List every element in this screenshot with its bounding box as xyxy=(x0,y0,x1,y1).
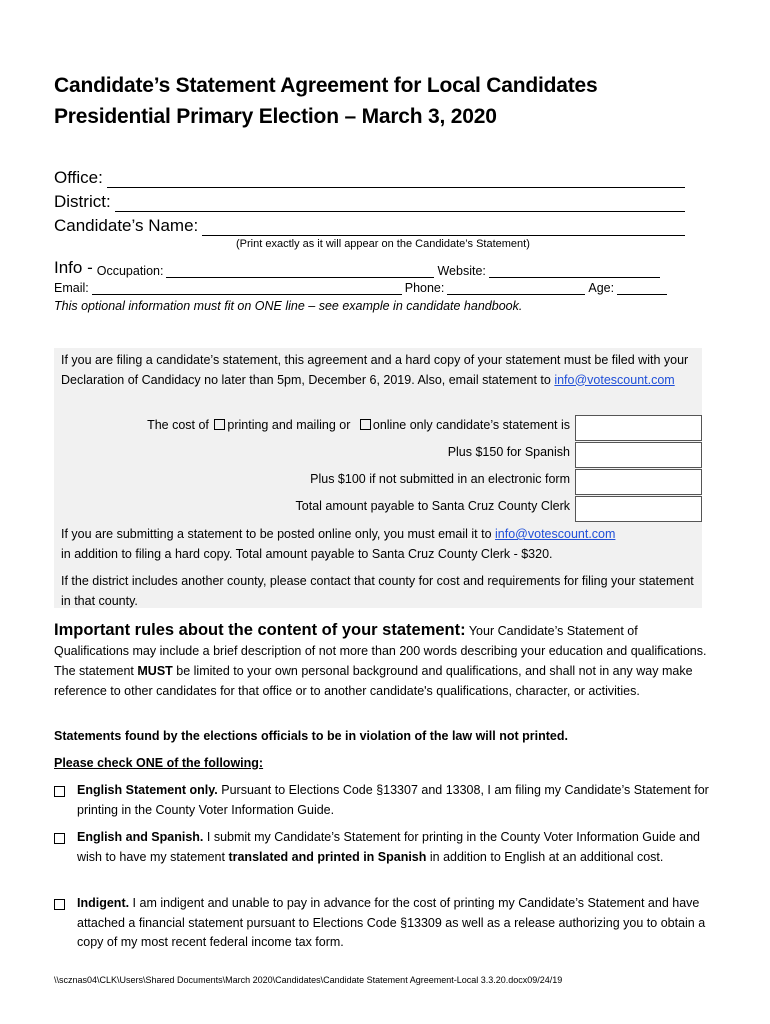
indigent-checkbox[interactable] xyxy=(54,899,65,910)
email-label: Email: xyxy=(54,281,89,295)
office-input-line[interactable] xyxy=(107,170,685,188)
candidate-name-hint: (Print exactly as it will appear on the Candidate’s Statement) xyxy=(236,238,530,250)
optional-note: This optional information must fit on ONE line – see example in candidate handbook. xyxy=(54,299,523,313)
rules-section xyxy=(54,620,714,701)
plus-spanish-label: Plus $150 for Spanish xyxy=(447,445,570,459)
age-input-line[interactable] xyxy=(617,282,667,295)
english-only-checkbox[interactable] xyxy=(54,786,65,797)
english-spanish-title: English and Spanish. xyxy=(77,830,204,844)
online-only-total: in addition to filing a hard copy. Total amount payable to Santa Cruz County Clerk - $320. xyxy=(61,546,553,561)
english-spanish-checkbox[interactable] xyxy=(54,833,65,844)
printing-mailing-checkbox[interactable] xyxy=(214,419,225,430)
english-only-title: English Statement only. xyxy=(77,783,218,797)
english-spanish-text: I submit my Candidate’s Statement for printing in the County Voter Information Guide and wish to have my statement xyxy=(77,830,700,864)
rules-body-2: be limited to your own personal background and qualifications, and shall not in any way make reference to other candidates for that office or to another candidate's qualifications, character, or activities. xyxy=(54,664,693,698)
contact-row xyxy=(54,281,670,295)
phone-input-line[interactable] xyxy=(447,282,585,295)
candidate-name-input-line[interactable] xyxy=(202,218,685,236)
electronic-amount-cell[interactable] xyxy=(575,469,702,495)
email-input-line[interactable] xyxy=(92,282,402,295)
spanish-amount-cell[interactable] xyxy=(575,442,702,468)
english-only-text: Pursuant to Elections Code §13307 and 13308, I am filing my Candidate’s Statement for printing in the County Voter Information Guide. xyxy=(77,783,709,817)
cost-prefix: The cost of xyxy=(147,418,209,432)
candidate-name-label: Candidate’s Name: xyxy=(54,216,199,235)
english-spanish-text-end: in addition to English at an additional cost. xyxy=(426,849,664,864)
website-label: Website: xyxy=(437,264,486,278)
title-line-1: Candidate’s Statement Agreement for Local Candidates xyxy=(54,74,598,97)
indigent-title: Indigent. xyxy=(77,896,130,910)
rules-must: MUST xyxy=(137,664,173,678)
candidate-name-field[interactable] xyxy=(54,216,685,236)
cost-amount-cell[interactable] xyxy=(575,415,702,441)
district-input-line[interactable] xyxy=(115,194,685,212)
occupation-input-line[interactable] xyxy=(166,265,434,278)
district-label: District: xyxy=(54,192,111,211)
option-indigent xyxy=(54,894,714,953)
website-input-line[interactable] xyxy=(489,265,660,278)
cost-row xyxy=(147,418,570,432)
info-label: Info - xyxy=(54,258,93,277)
online-only-instructions xyxy=(61,525,701,564)
plus-electronic-label: Plus $100 if not submitted in an electronic form xyxy=(310,472,570,486)
rules-body-1: Your Candidate’s Statement of Qualifications may include a brief description of not more than 200 words describing your education and qualifications. The statement xyxy=(54,624,707,678)
file-path-footer: \\scznas04\CLK\Users\Shared Documents\March 2020\Candidates\Candidate Statement Agreement-Local 3.3.20.docx09/24/19 xyxy=(54,975,563,985)
printing-mailing-label: printing and mailing or xyxy=(227,418,351,432)
english-spanish-emphasis: translated and printed in Spanish xyxy=(228,849,427,864)
online-only-checkbox[interactable] xyxy=(360,419,371,430)
online-only-text: If you are submitting a statement to be posted online only, you must email it to xyxy=(61,527,496,541)
phone-label: Phone: xyxy=(404,281,445,295)
check-one-heading: Please check ONE of the following: xyxy=(54,756,264,770)
other-county-note: If the district includes another county, please contact that county for cost and requirements for filing your statement in that county. xyxy=(61,574,694,608)
option-english-spanish xyxy=(54,828,714,867)
age-label: Age: xyxy=(588,281,615,295)
online-only-label: online only candidate’s statement is xyxy=(372,418,570,432)
violation-note: Statements found by the elections officials to be in violation of the law will not printed. xyxy=(54,729,568,743)
filing-instructions xyxy=(61,351,701,390)
occupation-label: Occupation: xyxy=(96,264,164,278)
district-field[interactable] xyxy=(54,192,685,212)
rules-heading: Important rules about the content of your statement: xyxy=(54,621,466,639)
title-line-2: Presidential Primary Election – March 3, 2020 xyxy=(54,105,497,128)
filing-instructions-text: If you are filing a candidate’s statement, this agreement and a hard copy of your statement must be filed with your Declaration of Candidacy no later than 5pm, December 6, 2019. Also, email statement to xyxy=(61,353,689,387)
total-amount-cell[interactable] xyxy=(575,496,702,522)
total-payable-label: Total amount payable to Santa Cruz County Clerk xyxy=(295,499,570,513)
online-email-link[interactable]: info@votescount.com xyxy=(495,527,616,541)
info-row xyxy=(54,258,663,278)
document-title xyxy=(54,70,598,132)
info-email-link[interactable]: info@votescount.com xyxy=(554,372,675,387)
office-field[interactable] xyxy=(54,168,685,188)
office-label: Office: xyxy=(54,168,103,187)
indigent-text: I am indigent and unable to pay in advance for the cost of printing my Candidate’s Statement and have attached a financial statement pursuant to Elections Code §13309 as well as a release authorizing you to obtain a copy of my most recent federal income tax form. xyxy=(77,896,706,949)
option-english-only xyxy=(54,781,714,820)
